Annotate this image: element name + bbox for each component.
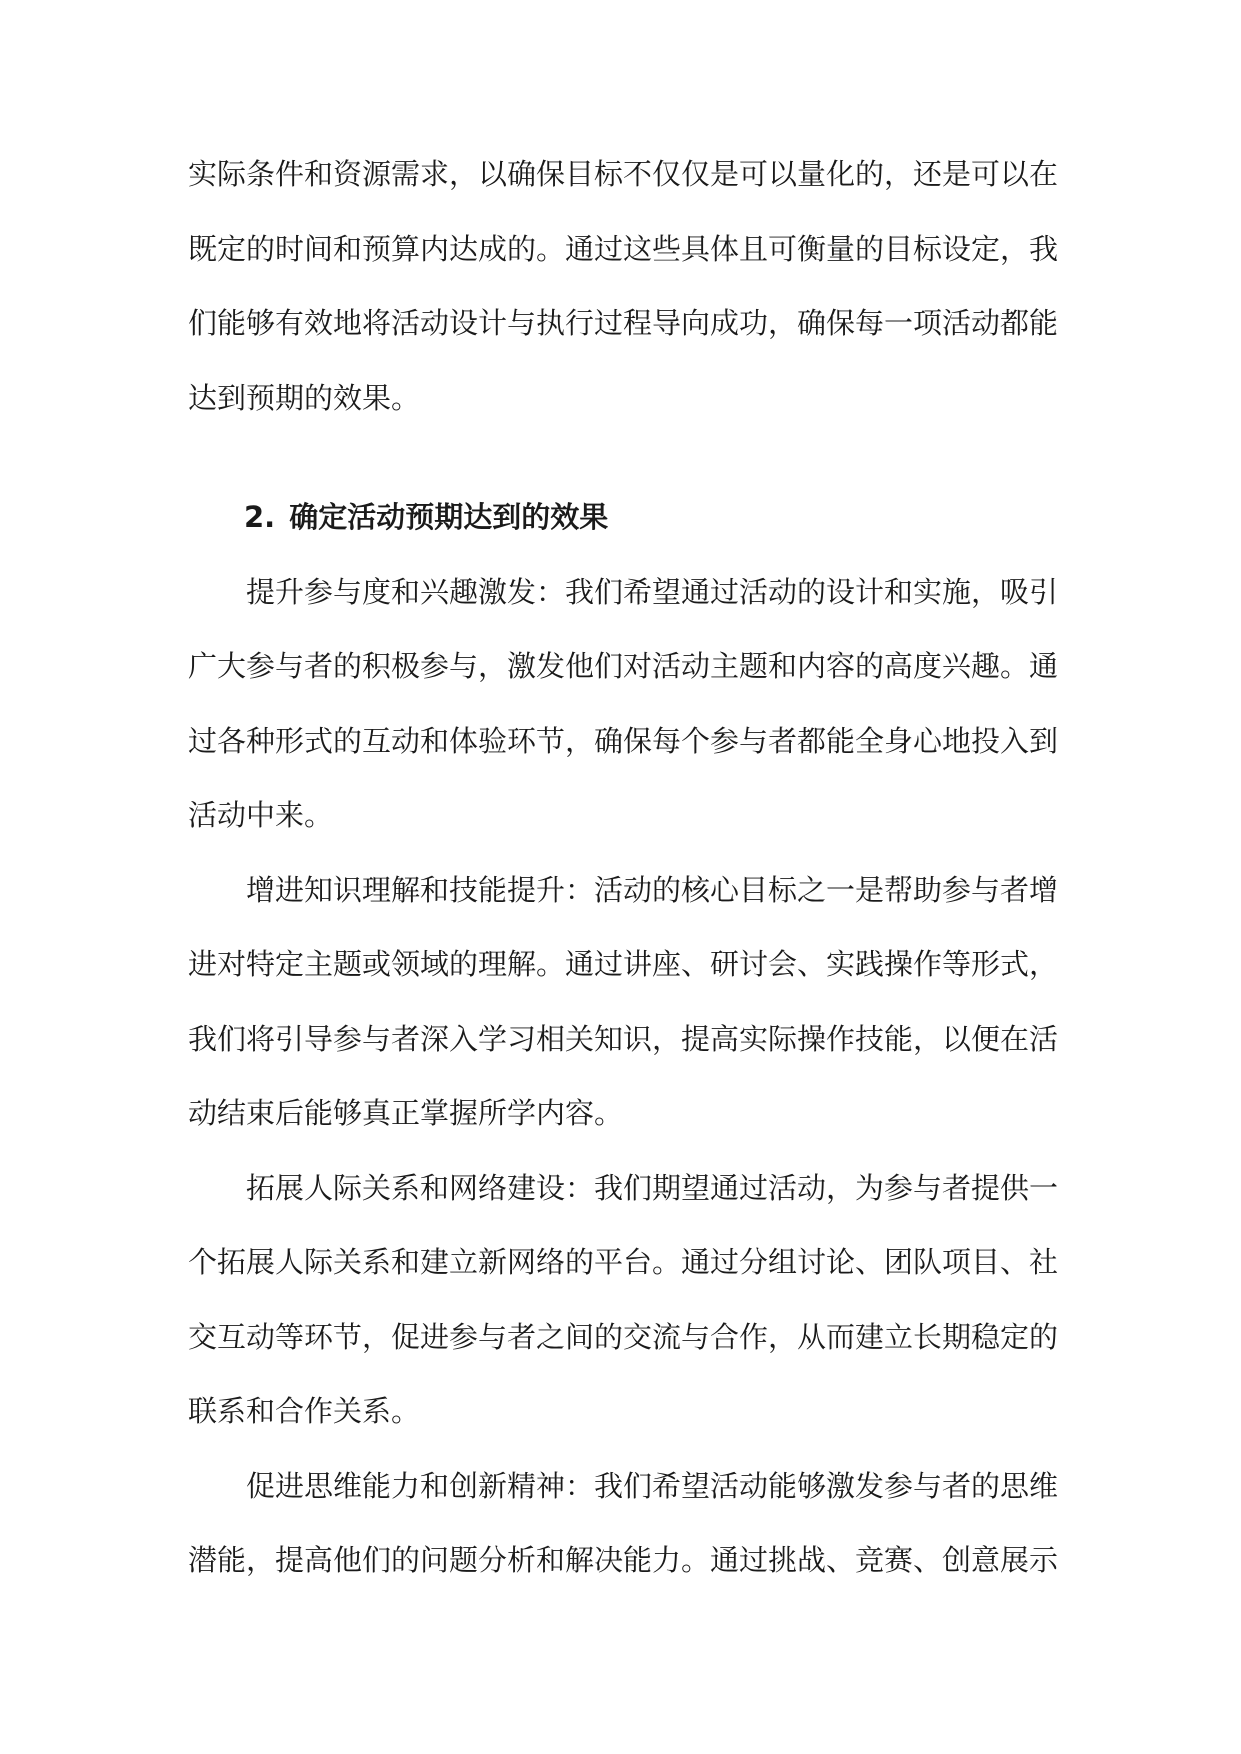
section-title: 确定活动预期达到的效果 [289, 500, 609, 534]
paragraph-knowledge: 增进知识理解和技能提升：活动的核心目标之一是帮助参与者增进对特定主题或领域的理解。通过讲座、研讨会、实践操作等形式，我们将引导参与者深入学习相关知识，提高实际操作技能，以便在活动结束后能够真正掌握所学内容。 [188, 872, 1059, 1130]
section-number: 2. [244, 500, 276, 534]
paragraph-networking: 拓展人际关系和网络建设：我们期望通过活动，为参与者提供一个拓展人际关系和建立新网络的平台。通过分组讨论、团队项目、社交互动等环节，促进参与者之间的交流与合作，从而建立长期稳定的联系和合作关系。 [188, 1170, 1059, 1428]
intro-paragraph: 实际条件和资源需求，以确保目标不仅仅是可以量化的，还是可以在既定的时间和预算内达成的。通过这些具体且可衡量的目标设定，我们能够有效地将活动设计与执行过程导向成功，确保每一项活动都能达到预期的效果。 [188, 157, 1059, 415]
paragraph-innovation: 促进思维能力和创新精神：我们希望活动能够激发参与者的思维潜能，提高他们的问题分析和解决能力。通过挑战、竞赛、创意展示 [188, 1468, 1059, 1577]
document-body [188, 137, 1058, 1598]
section-heading [188, 480, 1058, 555]
paragraph-engagement: 提升参与度和兴趣激发：我们希望通过活动的设计和实施，吸引广大参与者的积极参与，激发他们对活动主题和内容的高度兴趣。通过各种形式的互动和体验环节，确保每个参与者都能全身心地投入到活动中来。 [188, 574, 1059, 832]
